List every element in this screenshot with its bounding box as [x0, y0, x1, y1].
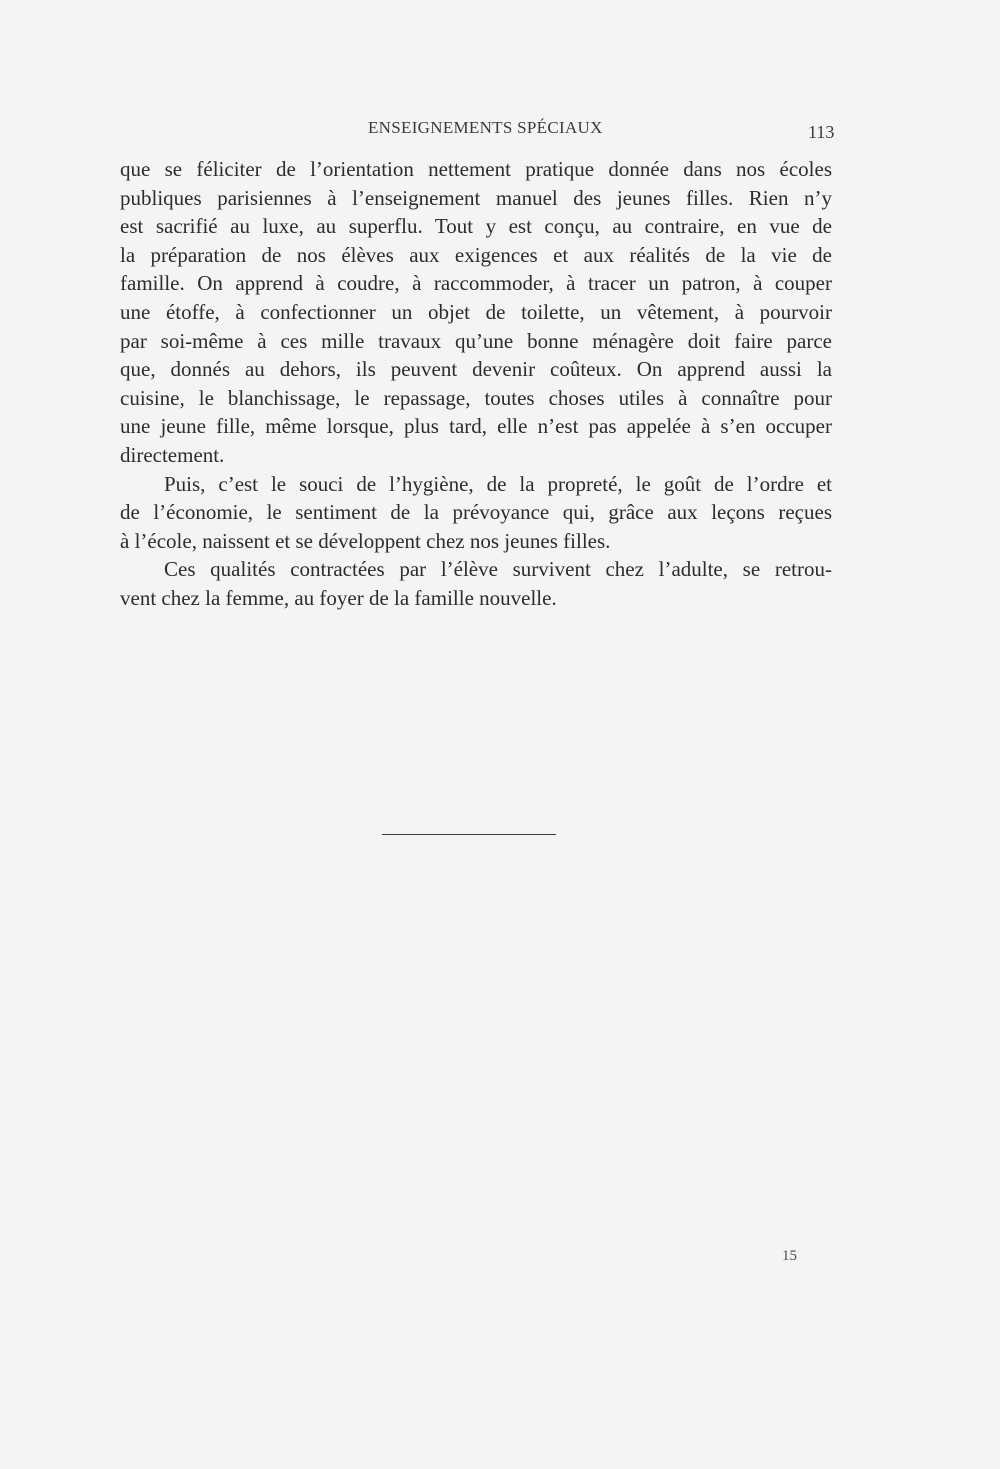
text-line: famille. On apprend à coudre, à raccommoder, à tracer un patron, à couper	[120, 271, 832, 296]
paragraph-3	[120, 555, 832, 612]
text-line: par soi-même à ces mille travaux qu’une bonne ménagère doit faire parce	[120, 328, 832, 353]
printer-signature-mark: 15	[782, 1248, 797, 1264]
text-line: Ces qualités contractées par l’élève survivent chez l’adulte, se retrou-	[164, 557, 832, 582]
page-number: 113	[808, 122, 835, 142]
paragraph-1	[120, 155, 832, 470]
text-line: à l’école, naissent et se développent chez nos jeunes filles.	[120, 528, 611, 553]
section-separator-rule	[382, 834, 556, 835]
text-line: que, donnés au dehors, ils peuvent devenir coûteux. On apprend aussi la	[120, 357, 832, 382]
text-line: directement.	[120, 442, 225, 467]
text-line: est sacrifié au luxe, au superflu. Tout y est conçu, au contraire, en vue de	[120, 214, 832, 239]
paragraph-2	[120, 470, 832, 556]
text-line: publiques parisiennes à l’enseignement manuel des jeunes filles. Rien n’y	[120, 185, 832, 210]
text-line: une jeune fille, même lorsque, plus tard, elle n’est pas appelée à s’en occuper	[120, 414, 832, 439]
text-line: la préparation de nos élèves aux exigences et aux réalités de la vie de	[120, 242, 832, 267]
running-title: ENSEIGNEMENTS SPÉCIAUX	[368, 118, 603, 137]
body-text	[120, 155, 832, 613]
text-line: vent chez la femme, au foyer de la famille nouvelle.	[120, 585, 557, 610]
text-line: cuisine, le blanchissage, le repassage, toutes choses utiles à connaître pour	[120, 385, 832, 410]
text-line: Puis, c’est le souci de l’hygiène, de la propreté, le goût de l’ordre et	[164, 471, 832, 496]
text-line: de l’économie, le sentiment de la prévoyance qui, grâce aux leçons reçues	[120, 500, 832, 525]
text-line: une étoffe, à confectionner un objet de toilette, un vêtement, à pourvoir	[120, 299, 832, 324]
text-line: que se féliciter de l’orientation nettement pratique donnée dans nos écoles	[120, 157, 832, 181]
